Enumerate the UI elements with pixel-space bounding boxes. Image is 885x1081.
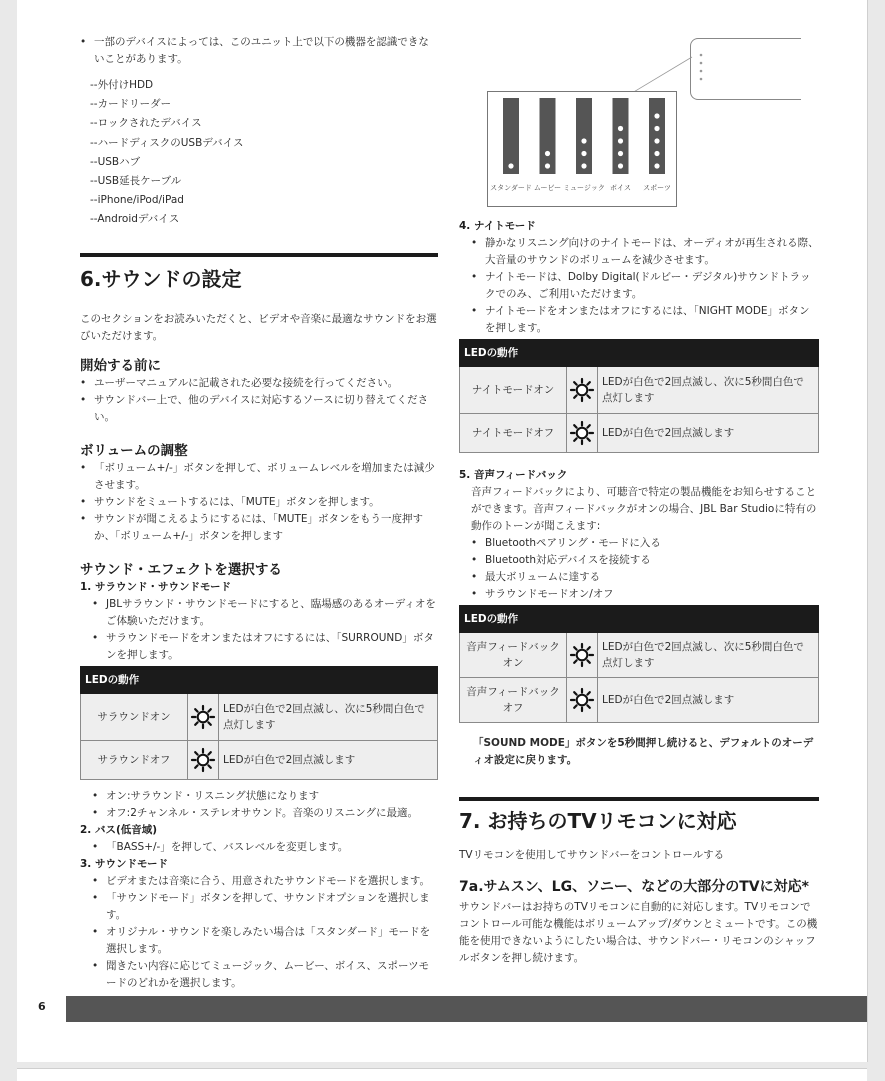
led-dot [618,151,623,156]
table-row [460,367,819,414]
section-7-intro: TVリモコンを使用してサウンドバーをコントロールする [459,849,725,861]
table-cell-label: ナイトモードオフ [460,414,567,453]
mode-label: ミュージック [563,184,605,192]
table-header: LEDの動作 [460,606,819,633]
before-start-list [80,375,438,426]
unsupported-devices-intro: • 一部のデバイスによっては、このユニット上で以下の機器を認識できないことがあります。 [80,34,438,68]
led-blink-icon [188,741,219,780]
page-number: 6 [38,1000,46,1013]
mode-led-bar [540,98,556,174]
list-item: • 「ボリューム+/-」ボタンを押して、ボリュームレベルを増加または減少させます。 [80,460,438,494]
led-dot [654,126,659,131]
table-header: LEDの動作 [81,667,438,694]
mode-label: スポーツ [643,184,671,192]
volume-heading: ボリュームの調整 [80,443,188,459]
list-item: • Bluetooth対応デバイスを接続する [471,552,819,569]
voice-feedback-intro: 音声フィードバックにより、可聴音で特定の製品機能をお知らせすることができます。音声フィードバックがオンの場合、JBL Bar Studioに特有の動作のトーンが聞こえます: [471,486,817,532]
device-item: --USB延長ケーブル [90,175,182,188]
led-dot [618,138,623,143]
surround-status-list [80,788,438,822]
device-item: --外付けHDD [90,79,154,91]
table-row [81,694,438,741]
table-cell-label: 音声フィードバックオン [460,633,567,678]
before-start-heading: 開始する前に [80,358,161,374]
section-6 [80,253,438,992]
list-item: • 静かなリスニング向けのナイトモードは、オーディオが再生される際、大音量のサウンドのボリュームを減少させます。 [471,235,819,269]
table-header: LEDの動作 [460,340,819,367]
volume-list [80,460,438,545]
device-item: --カードリーダー [90,98,172,111]
device-item: --Androidデバイス [90,213,180,226]
led-dot [545,163,550,168]
led-dot [654,163,659,168]
device-item: --USBハブ [90,155,141,168]
mode-led-bar [576,98,592,174]
list-item: • ナイトモードをオンまたはオフにするには、「NIGHT MODE」ボタンを押します。 [471,303,819,337]
night-mode-heading: 4. ナイトモード [459,220,536,232]
led-dot [618,163,623,168]
night-led-table [459,339,819,453]
section-7-title: 7. お持ちのTVリモコンに対応 [459,809,737,833]
mode-label: ムービー [533,184,562,192]
table-cell-label: サラウンドオフ [81,741,188,780]
default-audio-note: 「SOUND MODE」ボタンを5秒間押し続けると、デフォルトのオーディオ設定に戻ります。 [473,737,814,766]
led-blink-icon [567,367,598,414]
sound-mode-led-illustration [487,91,677,207]
surround-heading: 1. サラウンド・サウンドモード [80,581,232,593]
list-item: • サウンドをミュートするには、「MUTE」ボタンを押します。 [80,494,438,511]
table-row [460,414,819,453]
list-item: • サウンドが聞こえるようにするには、「MUTE」ボタンをもう一度押すか、「ボリューム+/-」ボタンを押します [80,511,438,545]
soundbar-remote-illustration [690,38,801,100]
right-column [459,218,819,967]
surround-list [80,596,438,664]
sound-mode-heading: 3. サウンドモード [80,858,169,870]
list-item: • オン:サラウンド・リスニング状態になります [92,788,438,805]
led-dot [654,151,659,156]
list-item: • 最大ボリュームに達する [471,569,819,586]
sound-effects-heading: サウンド・エフェクトを選択する [80,562,282,578]
list-item: • 聞きたい内容に応じてミュージック、ムービー、ボイス、スポーツモードのどれかを選択します。 [92,958,438,992]
table-row [460,633,819,678]
list-item: • 「BASS+/-」を押して、バスレベルを変更します。 [92,839,438,856]
table-cell-desc: LEDが白色で2回点滅します [598,414,819,453]
table-cell-desc: LEDが白色で2回点滅します [219,741,438,780]
section-6-intro: このセクションをお読みいただくと、ビデオや音楽に最適なサウンドをお選びいただけます。 [80,313,437,342]
led-dot [508,163,513,168]
sound-mode-list [80,873,438,992]
mode-label: ボイス [610,184,631,192]
led-blink-icon [188,694,219,741]
list-item: • サラウンドモードオン/オフ [471,586,819,603]
led-dot [545,151,550,156]
list-item: • サラウンドモードをオンまたはオフにするには、「SURROUND」ボタンを押します。 [92,630,438,664]
night-mode-list [459,235,819,337]
section-6-title: 6.サウンドの設定 [80,267,242,291]
led-dot [581,151,586,156]
bass-list [80,839,438,856]
table-cell-desc: LEDが白色で2回点滅し、次に5秒間白色で点灯します [219,694,438,741]
section-divider [80,253,438,257]
list-item: • ユーザーマニュアルに記載された必要な接続を行ってください。 [80,375,438,392]
table-cell-desc: LEDが白色で2回点滅します [598,678,819,723]
table-cell-label: 音声フィードバックオフ [460,678,567,723]
mode-led-bar [503,98,519,174]
led-dot [581,163,586,168]
list-item: • ビデオまたは音楽に合う、用意されたサウンドモードを選択します。 [92,873,438,890]
mode-led-bar [613,98,629,174]
led-blink-icon [567,678,598,723]
table-cell-label: サラウンドオン [81,694,188,741]
section-divider [459,797,819,801]
footer-bar [66,996,867,1022]
table-cell-label: ナイトモードオン [460,367,567,414]
led-dot [654,138,659,143]
surround-led-table [80,666,438,780]
device-item: --ハードディスクのUSBデバイス [90,136,244,149]
bass-heading: 2. バス(低音域) [80,824,158,836]
left-column [80,34,438,230]
device-item: --iPhone/iPod/iPad [90,194,184,207]
table-cell-desc: LEDが白色で2回点滅し、次に5秒間白色で点灯します [598,367,819,414]
list-item: • ナイトモードは、Dolby Digital(ドルビー・デジタル)サウンドトラックでのみ、ご利用いただけます。 [471,269,819,303]
list-item: • JBLサラウンド・サウンドモードにすると、臨場感のあるオーディオをご体験いただけます。 [92,596,438,630]
section-7a-body: サウンドバーはお持ちのTVリモコンに自動的に対応します。TVリモコンでコントロール可能な機能はボリュームアップ/ダウンとミュートです。この機能を使用できないようにしたい場合は、サウンドバー・リモコンのシャッフルボタンを押し続けます。 [459,901,818,964]
table-row [460,678,819,723]
table-cell-desc: LEDが白色で2回点滅し、次に5秒間白色で点灯します [598,633,819,678]
mode-led-bar [649,98,665,174]
led-dot [654,113,659,118]
unsupported-devices-list [80,34,438,68]
list-item: • Bluetoothペアリング・モードに入る [471,535,819,552]
list-item: • オフ:2チャンネル・ステレオサウンド。音楽のリスニングに最適。 [92,805,438,822]
led-blink-icon [567,414,598,453]
list-item: • サウンドバー上で、他のデバイスに対応するソースに切り替えてください。 [80,392,438,426]
led-blink-icon [567,633,598,678]
mode-bars [488,92,676,206]
led-dot [581,138,586,143]
voice-feedback-led-table [459,605,819,723]
next-page-edge [17,1068,867,1081]
table-row [81,741,438,780]
list-item: • 「サウンドモード」ボタンを押して、サウンドオプションを選択します。 [92,890,438,924]
section-7a-title: 7a.サムスン、LG、ソニー、などの大部分のTVに対応* [459,879,809,895]
voice-feedback-list [459,535,819,603]
device-items [90,76,438,230]
list-item: • オリジナル・サウンドを楽しみたい場合は「スタンダード」モードを選択します。 [92,924,438,958]
voice-feedback-heading: 5. 音声フィードバック [459,469,568,481]
mode-label: スタンダード [490,184,532,192]
led-dot [618,126,623,131]
device-item: --ロックされたデバイス [90,117,202,130]
